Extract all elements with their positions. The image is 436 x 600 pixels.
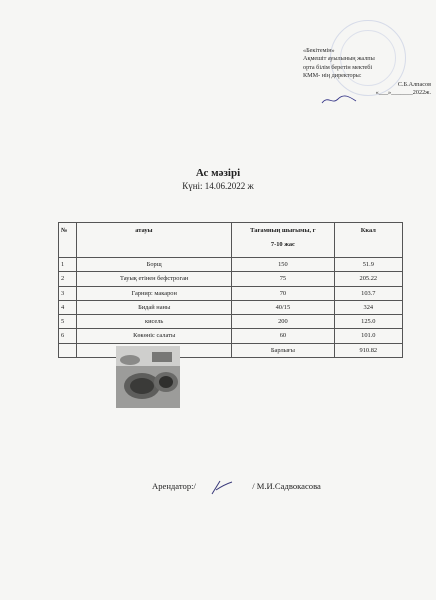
row-no: 6 (59, 329, 77, 343)
footer-signature (198, 478, 250, 496)
table-row (59, 300, 403, 314)
row-name: Борщ (77, 258, 232, 272)
footer-signature-line (152, 478, 321, 496)
footer-name: / М.И.Садвокасова (252, 480, 321, 491)
row-name: Тауық етінен бефстроган (77, 272, 232, 286)
total-empty-cell (59, 343, 77, 357)
row-no: 4 (59, 300, 77, 314)
row-name: Бидай наны (77, 300, 232, 314)
row-kcal: 205.22 (334, 272, 402, 286)
row-kcal: 125.0 (334, 315, 402, 329)
table-row (59, 315, 403, 329)
table-row (59, 286, 403, 300)
row-no: 3 (59, 286, 77, 300)
row-name: Көкөніс салаты (77, 329, 232, 343)
row-name: Гарнир: макарон (77, 286, 232, 300)
menu-date: Күні: 14.06.2022 ж (182, 181, 254, 191)
header-portion (232, 223, 335, 258)
row-portion: 150 (232, 258, 335, 272)
row-portion: 200 (232, 315, 335, 329)
table-row (59, 258, 403, 272)
header-portion-title: Тағамның шығымы, г (250, 227, 316, 234)
table-row (59, 329, 403, 343)
approval-block (303, 47, 431, 97)
row-name: кисель (77, 315, 232, 329)
header-portion-age: 7-10 жас (270, 241, 295, 248)
row-no: 2 (59, 272, 77, 286)
row-kcal: 324 (334, 300, 402, 314)
food-photo (116, 346, 180, 408)
row-kcal: 51.9 (334, 258, 402, 272)
approval-date: «___»_______2022ж. (375, 89, 431, 97)
approval-heading: «Бекітемін» (303, 47, 335, 54)
row-kcal: 103.7 (334, 286, 402, 300)
footer-label: Арендатор:/ (152, 480, 196, 491)
food-photo-image (116, 346, 180, 408)
table-total-row (59, 343, 403, 357)
approval-position: КММ- нің директоры: (303, 72, 362, 80)
header-name: атауы (77, 223, 232, 258)
approval-school-line2: орта білім беретін мектебі (303, 63, 373, 71)
row-no: 5 (59, 315, 77, 329)
row-kcal: 101.0 (334, 329, 402, 343)
row-portion: 40/15 (232, 300, 335, 314)
row-portion: 75 (232, 272, 335, 286)
row-portion: 70 (232, 286, 335, 300)
header-kcal: Ккал (334, 223, 402, 258)
row-no: 1 (59, 258, 77, 272)
approval-director-name: С.Б.Алпасов (397, 80, 431, 88)
table-row (59, 272, 403, 286)
row-portion: 60 (232, 329, 335, 343)
director-signature (320, 93, 360, 107)
total-label: Барлығы (232, 343, 335, 357)
menu-table (58, 222, 403, 358)
total-kcal: 910.82 (334, 343, 402, 357)
approval-school-line1: Ақмешіт ауылының жалпы (303, 55, 375, 63)
header-no: № (59, 223, 77, 258)
food-photo-cell (77, 343, 232, 357)
table-header-row (59, 223, 403, 258)
tenant-signature (198, 478, 248, 496)
page-title: Ас мәзірі (195, 167, 241, 179)
